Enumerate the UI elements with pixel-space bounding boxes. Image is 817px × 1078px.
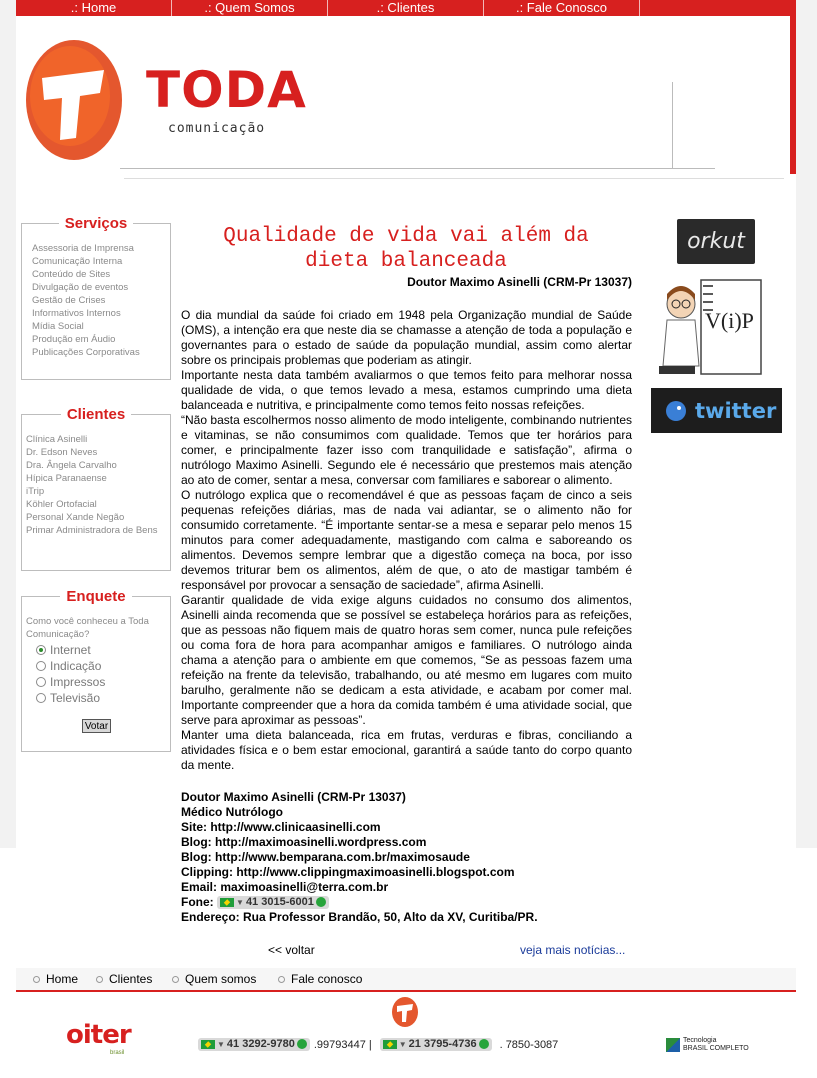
bullet-icon [33, 976, 40, 983]
bullet-icon [172, 976, 179, 983]
footer-phones [198, 1038, 558, 1051]
nav-home[interactable]: .: Home [16, 0, 172, 16]
clientes-box [21, 406, 171, 571]
brasil-completo-icon [666, 1038, 680, 1052]
article-paragraph: Importante nesta data também avaliarmos o que temos feito para melhorar nossa qualidade de vida, o que temos levado a mesa, estamos cumprindo uma dieta balanceada e nutritiva, e principalmente como temos feito nossas refeições. [181, 368, 632, 412]
footer-link-fale-conosco[interactable]: Fale conosco [278, 972, 362, 986]
footer-link-clientes[interactable]: Clientes [96, 972, 152, 986]
bullet-icon [278, 976, 285, 983]
call-icon [297, 1039, 307, 1049]
clientes-title: Clientes [61, 406, 131, 423]
clientes-item[interactable]: Personal Xande Negão [26, 512, 125, 523]
servicos-item[interactable]: Comunicação Interna [32, 256, 123, 267]
header-divider [120, 168, 715, 169]
brand-name: TODA [146, 61, 307, 119]
article-paragraph: Manter uma dieta balanceada, rica em frutas, verduras e fibras, conciliando a atividades física e o bem estar emocional, garantirá a saúde tanto do corpo quanto da mente. [181, 728, 632, 772]
clientes-item[interactable]: Clínica Asinelli [26, 434, 88, 445]
enquete-options [36, 642, 105, 706]
servicos-box [21, 215, 171, 380]
article-title: Qualidade de vida vai além da dieta balanceada [223, 225, 589, 273]
servicos-item[interactable]: Conteúdo de Sites [32, 269, 111, 280]
header-accent-bar [790, 16, 796, 174]
enquete-title: Enquete [60, 588, 131, 605]
dropdown-arrow-icon: ▼ [236, 898, 244, 908]
toda-small-logo-icon[interactable] [391, 996, 419, 1028]
signature-blog-1[interactable]: Blog: http://maximoasinelli.wordpress.com [181, 835, 427, 849]
article-paragraph: O dia mundial da saúde foi criado em 1948 pela Organização mundial de Saúde (OMS), a intenção era que neste dia se chamasse a atenção de toda a população e governantes para o estado de saúde da população mundial, assim como alertar sobre os principais problemas que poderiam as atingir. [181, 308, 632, 367]
top-nav [16, 0, 796, 16]
dropdown-arrow-icon: ▼ [398, 1040, 407, 1049]
oiter-logo-text: oiter [66, 1020, 131, 1050]
article-signature [181, 790, 632, 925]
servicos-item[interactable]: Publicações Corporativas [32, 347, 140, 358]
clientes-list [26, 433, 164, 537]
signature-site[interactable]: Site: http://www.clinicaasinelli.com [181, 820, 381, 834]
article-paragraph: Garantir qualidade de vida exige alguns cuidados no consumo dos alimentos, Asinelli ainda recomenda que se possível se estabeleça horários para as refeições, que as pessoas não fiquem mais de quatro horas sem comer, nunca pule refeições ou coma fora de hora para acompanhar amigos e familiares. O nutrólogo ainda chama a atenção para o ambiente em que comemos, “Se as pessoas fazem uma refeição na frente da televisão, trabalhando, ou até mesmo em lugares com muito barulho, geralmente não se dedicam a esta atividade, e acabam por comer mal. Importante compreender que a hora da comida também é uma atividade social, que serve para aproximar as pessoas”. [181, 593, 632, 727]
toda-logo-icon[interactable] [24, 38, 124, 163]
back-link[interactable]: << voltar [268, 943, 315, 957]
footer-phone-2: 21 3795-4736 [408, 1038, 477, 1050]
orkut-logo: orkut [687, 229, 745, 254]
footer-phone-1-rest: .99793447 | [313, 1038, 372, 1051]
clientes-item[interactable]: Dr. Edson Neves [26, 447, 98, 458]
tech-label-1: Tecnologia [683, 1037, 717, 1044]
signature-phone: 41 3015-6001 [245, 896, 314, 909]
clientes-item[interactable]: Hípica Paranaense [26, 473, 107, 484]
radio-icon[interactable] [36, 661, 46, 671]
vip-badge[interactable] [655, 276, 767, 378]
dropdown-arrow-icon: ▼ [217, 1040, 225, 1049]
nav-quem-somos[interactable]: .: Quem Somos [172, 0, 328, 16]
twitter-logo: twitter [695, 398, 777, 423]
clientes-item[interactable]: Köhler Ortofacial [26, 499, 97, 510]
twitter-badge[interactable] [651, 388, 782, 433]
oiter-logo-sub: brasil [110, 1050, 125, 1056]
radio-icon[interactable] [36, 677, 46, 687]
brazil-flag-icon [220, 898, 234, 907]
servicos-item[interactable]: Gestão de Crises [32, 295, 106, 306]
article-paragraph: “Não basta escolhermos nosso alimento de modo inteligente, combinando nutrientes e vitaminas, se não consumimos com qualidade. Temos que ter horários para comer, e principalmente fazer isso com tranquilidade e satisfação”, afirma o nutrólogo Maximo Asinelli. Segundo ele é necessário que prestemos mais atenção ao ato de comer, sentar a mesa, conversar com familiares e saborear o alimento. [181, 413, 632, 487]
signature-blog-2[interactable]: Blog: http://www.bemparana.com.br/maximosaude [181, 850, 470, 864]
bullet-icon [96, 976, 103, 983]
brazil-flag-icon [201, 1040, 215, 1049]
header-divider-2 [124, 178, 784, 179]
nav-clientes[interactable]: .: Clientes [328, 0, 484, 16]
brazil-flag-icon [383, 1040, 397, 1049]
vote-button[interactable]: Votar [82, 719, 111, 733]
header-vertical-line [672, 82, 673, 168]
enquete-option[interactable]: Impressos [36, 674, 105, 690]
twitter-bird-icon [663, 398, 689, 424]
enquete-box [21, 588, 171, 752]
nav-fale-conosco[interactable]: .: Fale Conosco [484, 0, 640, 16]
footer-phone-1: 41 3292-9780 [226, 1038, 295, 1050]
more-news-link[interactable]: veja mais notícias... [520, 943, 626, 957]
radio-icon[interactable] [36, 645, 46, 655]
servicos-item[interactable]: Divulgação de eventos [32, 282, 129, 293]
footer-phone-2-rest: . 7850-3087 [499, 1038, 559, 1051]
tech-label-2: BRASIL COMPLETO [683, 1045, 749, 1052]
signature-phone-row [181, 895, 632, 910]
clientes-item[interactable]: iTrip [26, 486, 45, 497]
footer-link-home[interactable]: Home [33, 972, 78, 986]
enquete-option[interactable]: Indicação [36, 658, 105, 674]
article-body [181, 308, 632, 773]
signature-address: Endereço: Rua Professor Brandão, 50, Alto da XV, Curitiba/PR. [181, 910, 538, 924]
article-byline: Doutor Maximo Asinelli (CRM-Pr 13037) [407, 275, 632, 289]
radio-icon[interactable] [36, 693, 46, 703]
orkut-badge[interactable] [677, 219, 755, 264]
call-icon [479, 1039, 489, 1049]
page-frame-left [0, 0, 16, 848]
page-frame-right [796, 0, 817, 848]
servicos-item[interactable]: Informativos Internos [32, 308, 121, 319]
servicos-item[interactable]: Assessoria de Imprensa [32, 243, 134, 254]
footer-link-quem-somos[interactable]: Quem somos [172, 972, 256, 986]
signature-clipping[interactable]: Clipping: http://www.clippingmaximoasinelli.blogspot.com [181, 865, 515, 879]
brand-subtitle: comunicação [168, 121, 266, 136]
article-paragraph: O nutrólogo explica que o recomendável é que as pessoas façam de cinco a seis pequenas refeições diárias, mas de nada vai adiantar, se o alimento não for consumido corretamente. “É importante sentar-se a mesa e separar pelo menos 15 minutos para comer adequadamente, mastigando com calma e saboreando os alimentos. Devemos sempre lembrar que a digestão começa na boca, por isso devemos triturar bem os alimentos, além de que, o ato de mastigar também é responsável por provocar a sensação de saciedade”, afirma Asinelli. [181, 488, 632, 592]
clientes-item[interactable]: Primar Administradora de Bens [26, 525, 158, 536]
signature-email[interactable]: Email: maximoasinelli@terra.com.br [181, 880, 389, 894]
signature-role: Médico Nutrólogo [181, 805, 283, 819]
servicos-item[interactable]: Produção em Áudio [32, 334, 116, 345]
oiter-logo[interactable] [66, 1020, 138, 1058]
enquete-option[interactable]: Internet [36, 642, 105, 658]
enquete-option[interactable]: Televisão [36, 690, 105, 706]
servicos-list [32, 242, 140, 359]
enquete-question: Como você conheceu a Toda Comunicação? [26, 616, 149, 640]
call-icon [316, 897, 326, 907]
skype-phone-widget[interactable] [198, 1038, 310, 1051]
vip-label: V(i)P [705, 308, 754, 333]
clientes-item[interactable]: Dra. Ângela Carvalho [26, 460, 117, 471]
servicos-title: Serviços [59, 215, 134, 232]
signature-name: Doutor Maximo Asinelli (CRM-Pr 13037) [181, 790, 406, 804]
skype-phone-widget[interactable] [380, 1038, 492, 1051]
signature-phone-label: Fone: [181, 895, 214, 909]
skype-phone-widget[interactable] [217, 896, 329, 909]
servicos-item[interactable]: Mídia Social [32, 321, 84, 332]
brasil-completo-logo[interactable] [666, 1037, 749, 1053]
